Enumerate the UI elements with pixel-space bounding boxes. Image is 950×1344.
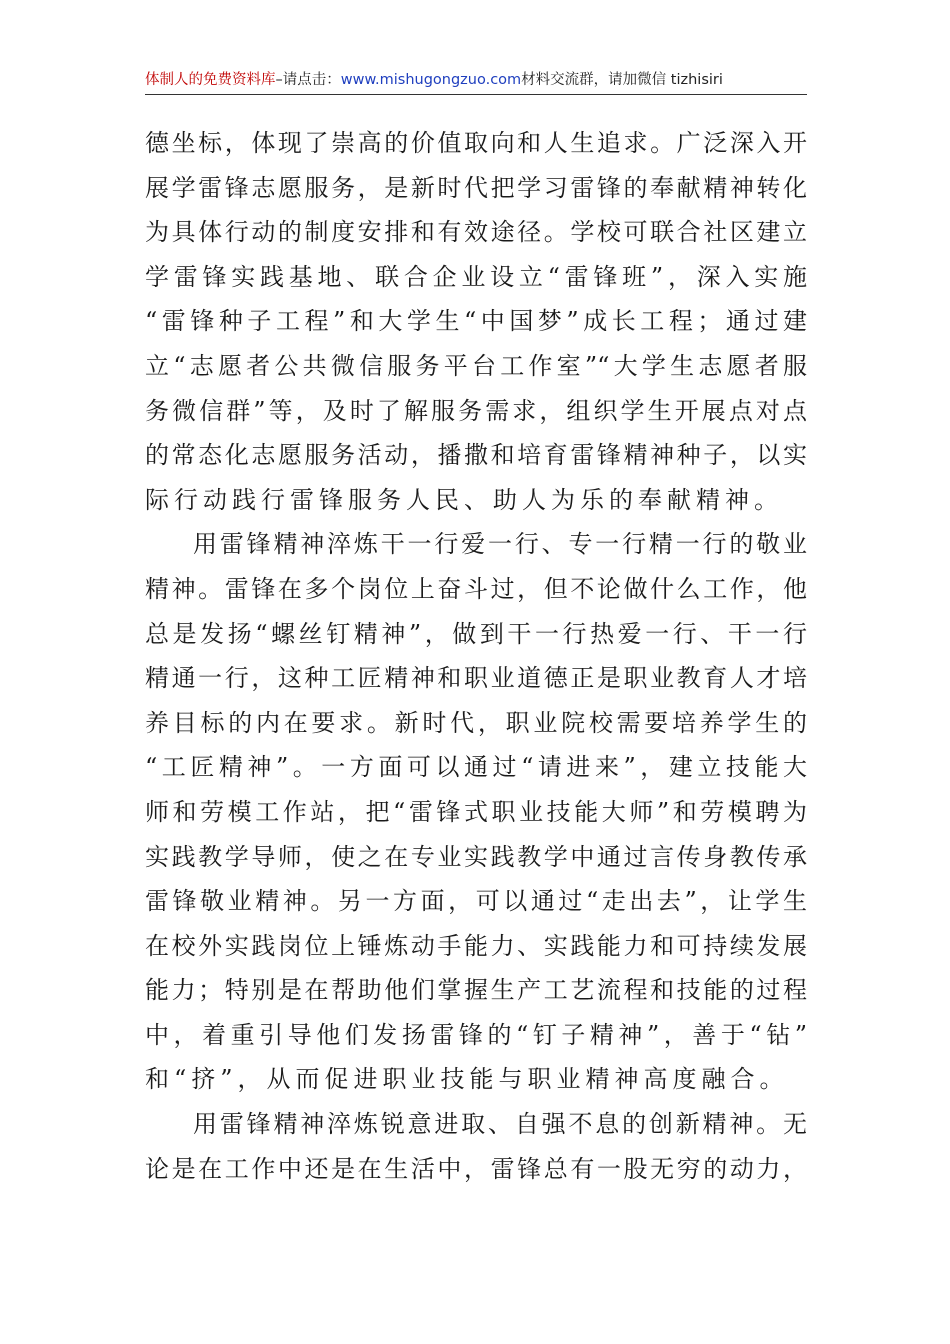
text-line: 中，着重引导他们发扬雷锋的“钉子精神”，善于“钻” [145,1020,807,1049]
text-line: 际行动践行雷锋服务人民、助人为乐的奉献精神。 [145,485,783,514]
text-line: 在校外实践岗位上锤炼动手能力、实践能力和可持续发展 [145,931,807,960]
text-line: 的常态化志愿服务活动，播撒和培育雷锋精神种子，以实 [145,441,807,470]
text-line: 养目标的内在要求。新时代，职业院校需要培养学生的 [145,708,807,737]
paragraph-start-line: 用雷锋精神淬炼干一行爱一行、专一行精一行的敬业 [193,530,807,559]
page-header [145,70,807,94]
text-line: 能力；特别是在帮助他们掌握生产工艺流程和技能的过程 [145,976,807,1005]
text-line: 精通一行，这种工匠精神和职业道德正是职业教育人才培 [145,664,807,693]
text-line: 雷锋敬业精神。另一方面，可以通过“走出去”，让学生 [145,887,807,916]
text-line: 务微信群”等，及时了解服务需求，组织学生开展点对点 [145,396,807,425]
text-line: 德坐标，体现了崇高的价值取向和人生追求。广泛深入开 [145,129,807,157]
text-line: 论是在工作中还是在生活中，雷锋总有一股无穷的动力， [145,1154,807,1183]
text-line: “雷锋种子工程”和大学生“中国梦”成长工程；通过建 [145,307,807,336]
article-body [145,121,807,1191]
header-divider [145,94,807,95]
text-line: “工匠精神”。一方面可以通过“请进来”，建立技能大 [145,753,807,782]
text-line: 立“志愿者公共微信服务平台工作室”“大学生志愿者服 [145,351,807,380]
text-line: 展学雷锋志愿服务，是新时代把学习雷锋的奉献精神转化 [145,173,807,202]
text-line: 师和劳模工作站，把“雷锋式职业技能大师”和劳模聘为 [145,797,807,826]
header-prompt: –请点击： [275,72,341,88]
header-contact: 材料交流群，请加微信 tizhisiri [521,72,723,88]
text-line: 为具体行动的制度安排和有效途径。学校可联合社区建立 [145,218,807,247]
header-brand: 体制人的免费资料库 [145,72,276,88]
header-link[interactable]: www.mishugongzuo.com [340,72,522,88]
text-line: 实践教学导师，使之在专业实践教学中通过言传身教传承 [145,842,807,871]
paragraph-start-line: 用雷锋精神淬炼锐意进取、自强不息的创新精神。无 [193,1110,807,1139]
text-line: 总是发扬“螺丝钉精神”，做到干一行热爱一行、干一行 [145,619,807,648]
text-line: 精神。雷锋在多个岗位上奋斗过，但不论做什么工作，他 [145,574,807,603]
text-line: 学雷锋实践基地、联合企业设立“雷锋班”，深入实施 [145,262,807,291]
text-line: 和“挤”，从而促进职业技能与职业精神高度融合。 [145,1065,789,1094]
